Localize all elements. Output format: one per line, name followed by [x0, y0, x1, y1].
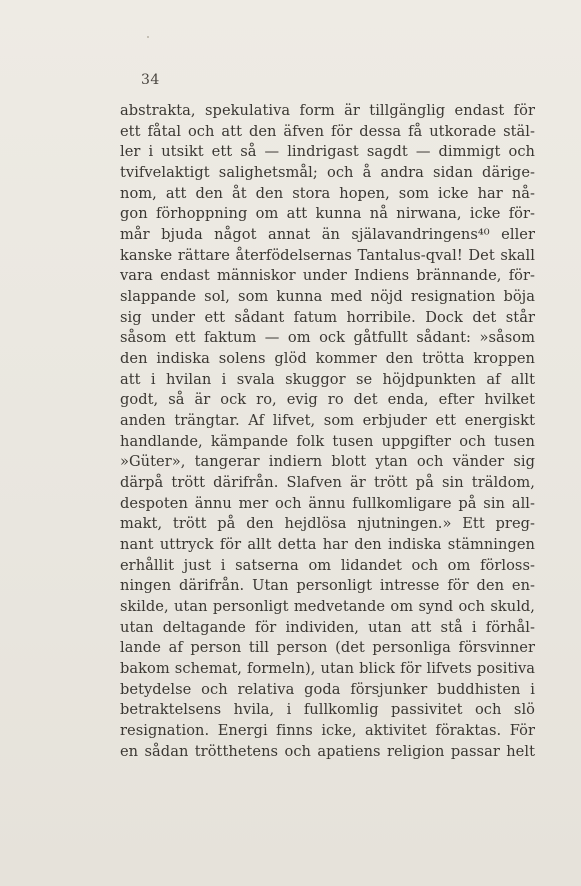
text-line: ningen därifrån. Utan personligt intresse för den en-: [120, 577, 535, 595]
text-line: såsom ett faktum — om ock gåtfullt sådant: »såsom: [120, 329, 535, 347]
text-line: nom, att den åt den stora hopen, som icke har nå-: [120, 184, 535, 202]
text-line: abstrakta, spekulativa form är tillgänglig endast för: [120, 102, 535, 119]
text-line: kanske rättare återfödelsernas Tantalus-qval! Det skall: [120, 246, 535, 264]
text-line: betraktelsens hvila, i fullkomlig passivitet och slö: [120, 701, 535, 719]
text-line: slappande sol, som kunna med nöjd resignation böja: [120, 288, 535, 306]
text-line: gon förhoppning om att kunna nå nirwana, icke för-: [120, 205, 535, 223]
text-line: anden trängtar. Af lifvet, som erbjuder ett energiskt: [120, 412, 535, 430]
text-line: ett fåtal och att den äfven för dessa få utkorade stäl-: [120, 122, 535, 140]
body-text: [120, 101, 535, 763]
page-number: 34: [141, 72, 160, 88]
text-line: skilde, utan personligt medvetande om synd och skuld,: [120, 598, 535, 616]
text-line: vara endast människor under Indiens brännande, för-: [120, 267, 535, 285]
text-line: godt, så är ock ro, evig ro det enda, efter hvilket: [120, 391, 535, 409]
text-line: handlande, kämpande folk tusen uppgifter och tusen: [120, 432, 535, 450]
text-line: utan deltagande för individen, utan att stå i förhål-: [120, 618, 535, 636]
text-line: ler i utsikt ett så — lindrigast sagdt — dimmigt och: [120, 143, 535, 161]
text-line: mår bjuda något annat än själavandringens⁴⁰ eller: [120, 226, 535, 244]
text-line: den indiska solens glöd kommer den trötta kroppen: [120, 350, 535, 368]
text-line: despoten ännu mer och ännu fullkomligare på sin all-: [120, 494, 535, 512]
text-line: »Güter», tangerar indiern blott ytan och vänder sig: [120, 453, 535, 471]
text-line: nant uttryck för allt detta har den indiska stämningen: [120, 536, 535, 554]
text-line: resignation. Energi finns icke, aktivitet föraktas. För: [120, 722, 535, 740]
text-line: lande af person till person (det personliga försvinner: [120, 639, 535, 657]
text-line: en sådan trötthetens och apatiens religion passar helt: [120, 742, 535, 760]
text-line: sig under ett sådant fatum horribile. Dock det står: [120, 308, 535, 326]
text-line: att i hvilan i svala skuggor se höjdpunkten af allt: [120, 370, 535, 388]
text-line: erhållit just i satserna om lidandet och om förloss-: [120, 556, 535, 574]
text-line: betydelse och relativa goda försjunker buddhisten i: [120, 680, 535, 698]
paper-speck: [147, 36, 149, 38]
text-line: tvifvelaktigt salighetsmål; och å andra sidan därige-: [120, 164, 535, 182]
text-line: bakom schemat, formeln), utan blick för lifvets positiva: [120, 660, 535, 678]
text-line: makt, trött på den hejdlösa njutningen.» Ett preg-: [120, 515, 535, 533]
text-line: därpå trött därifrån. Slafven är trött på sin träldom,: [120, 474, 535, 492]
